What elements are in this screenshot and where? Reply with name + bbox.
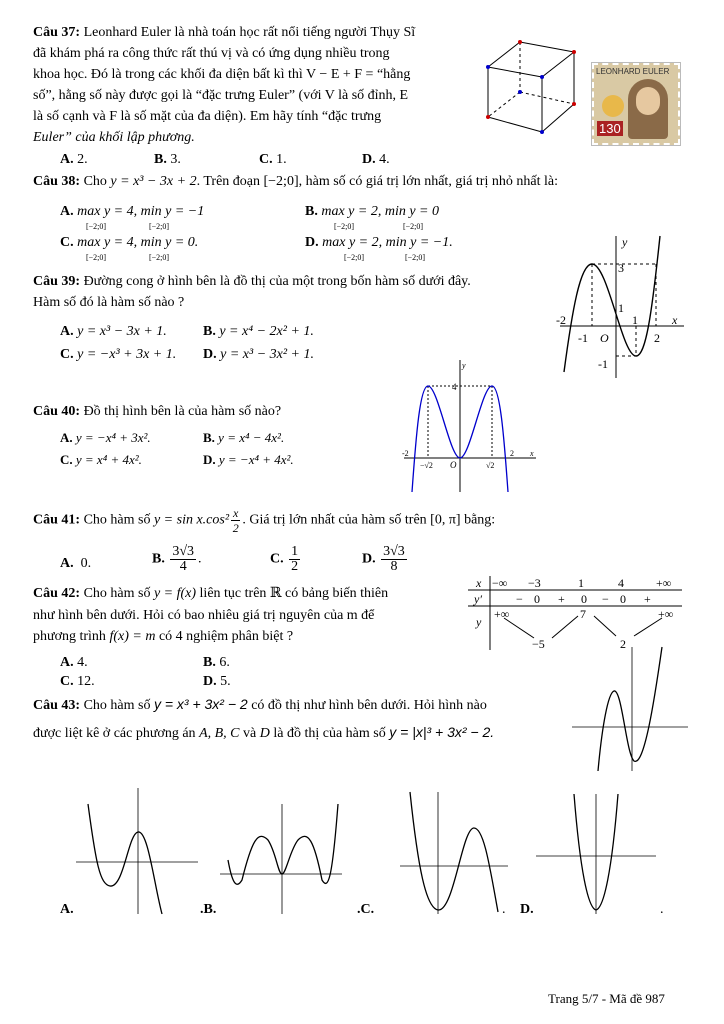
q38-option-c[interactable]: C. max y = 4, min y = 0. (60, 235, 199, 250)
q38-sub-a1: [−2;0] (86, 222, 107, 231)
q37-line-1 (33, 23, 415, 43)
q43-label-c[interactable]: .C. (357, 902, 375, 917)
q43-dot-c: . (502, 902, 506, 917)
cube-diagram (484, 32, 584, 137)
q42-line-3: phương trình f(x) = m có 4 nghiệm phân biệt ? (33, 629, 294, 644)
q42-option-d[interactable]: D. 5. (203, 674, 231, 689)
q40-origin: O (450, 460, 457, 470)
q40-tick-neg2: -2 (402, 449, 409, 458)
q39-graph (552, 232, 688, 382)
q40-tick-sqrt2: √2 (486, 461, 495, 470)
page-footer: Trang 5/7 - Mã đề 987 (548, 991, 665, 1006)
q39-option-b[interactable]: B. y = x⁴ − 2x² + 1. (203, 324, 314, 339)
q41-label: Câu 41: (33, 512, 81, 528)
q41-option-c[interactable]: C. $\frac{1}{2}$ (270, 544, 299, 574)
q39-tick-neg1-y: -1 (598, 357, 608, 371)
q40-tick-4: 4 (452, 382, 457, 392)
q40-tick-negsqrt2: −√2 (420, 461, 433, 470)
q39-line-2: Hàm số đó là hàm số nào ? (33, 295, 185, 310)
face-icon (636, 87, 660, 115)
q37-option-b[interactable]: B. 3. (154, 152, 181, 167)
q38-option-b[interactable]: B. max y = 2, min y = 0 (305, 204, 439, 219)
q40-stem: Câu 40: Đồ thị hình bên là của hàm số nào? (33, 404, 282, 419)
q43-label-d[interactable]: D. (520, 902, 534, 917)
svg-text:1: 1 (578, 576, 584, 590)
q43-label-a[interactable]: A. (60, 902, 74, 917)
svg-text:+∞: +∞ (658, 607, 674, 621)
euler-stamp (592, 63, 680, 145)
svg-text:x: x (530, 449, 534, 458)
q43-graph-a[interactable] (74, 784, 202, 916)
q43-graph-d[interactable] (534, 790, 658, 916)
table-y-label: y (476, 615, 482, 629)
q39-tick-neg2: -2 (556, 313, 566, 327)
q39-tick-1-y: 1 (618, 301, 624, 315)
svg-text:−: − (516, 592, 523, 606)
q37-text-3: khoa học. Đó là trong các khối đa diện bất kì thì V − E + F = “hằng (33, 67, 411, 82)
table-x-label: x (476, 576, 482, 590)
q39-y-label: y (622, 235, 628, 249)
q42-line-1: Câu 42: Cho hàm số y = f(x) liên tục trên ℝ có bảng biến thiên (33, 586, 389, 601)
q39-option-c[interactable]: C. y = −x³ + 3x + 1. (60, 347, 177, 362)
q42-line-2: như hình bên dưới. Hỏi có bao nhiêu giá trị nguyên của m để (33, 608, 375, 623)
q43-label: Câu 43: (33, 698, 81, 713)
q39-origin: O (600, 331, 609, 345)
q42-label: Câu 42: (33, 586, 81, 601)
q42-variation-table (466, 574, 684, 650)
q38-sub-a2: [−2;0] (149, 222, 170, 231)
q41-stem: Câu 41: Cho hàm số y = sin x.cos² $\frac{x}{2}$ . Giá trị lớn nhất của hàm số trên [0, π] bằng: (33, 506, 496, 535)
q38-interval: [−2;0] (263, 174, 299, 189)
q43-dot-d: . (660, 902, 664, 917)
q42-option-a[interactable]: A. 4. (60, 655, 88, 670)
stamp-value: 130 (599, 121, 621, 136)
q43-main-graph (570, 643, 690, 773)
q41-option-d[interactable]: D. $\frac{3√3}{8}$ (362, 544, 405, 574)
q40-option-b[interactable]: B. y = x⁴ − 4x². (203, 430, 285, 445)
svg-text:−∞: −∞ (492, 576, 508, 590)
q39-label: Câu 39: (33, 274, 81, 289)
q39-tick-neg1-x: -1 (578, 331, 588, 345)
q42-option-c[interactable]: C. 12. (60, 674, 95, 689)
q41-option-a[interactable]: A. 0. (60, 556, 92, 571)
q38-sub-c1: [−2;0] (86, 253, 107, 262)
q43-graph-c[interactable] (398, 788, 510, 916)
q38-sub-d2: [−2;0] (405, 253, 426, 262)
q37-text-1: Leonhard Euler là nhà toán học rất nổi tiếng người Thụy Sĩ (83, 25, 416, 40)
q39-curve (564, 236, 660, 372)
q38-sub-b1: [−2;0] (334, 222, 355, 231)
svg-text:+∞: +∞ (656, 576, 672, 590)
q39-tick-3: 3 (618, 261, 624, 275)
q40-option-d[interactable]: D. y = −x⁴ + 4x². (203, 452, 294, 467)
svg-text:0: 0 (581, 592, 587, 606)
svg-text:0: 0 (620, 592, 626, 606)
svg-text:y: y (462, 361, 466, 370)
svg-text:−3: −3 (528, 576, 541, 590)
q41-option-b[interactable]: B. $\frac{3√3}{4}$ . (152, 544, 202, 574)
q39-tick-2: 2 (654, 331, 660, 345)
q38-sub-d1: [−2;0] (344, 253, 365, 262)
q37-option-a[interactable]: A. 2. (60, 152, 88, 167)
svg-text:+∞: +∞ (494, 607, 510, 621)
q40-option-c[interactable]: C. y = x⁴ + 4x². (60, 452, 142, 467)
q39-x-label: x (672, 313, 678, 327)
q38-sub-b2: [−2;0] (403, 222, 424, 231)
svg-text:+: + (558, 592, 565, 606)
svg-text:2: 2 (620, 637, 626, 650)
q39-tick-1-x: 1 (632, 313, 638, 327)
q37-text-6: Euler” của khối lập phương. (33, 130, 195, 145)
svg-text:−: − (602, 592, 609, 606)
q40-label: Câu 40: (33, 404, 81, 419)
q43-label-b[interactable]: .B. (200, 902, 217, 917)
q39-line-1: Câu 39: Đường cong ở hình bên là đồ thị của một trong bốn hàm số dưới đây. (33, 274, 471, 289)
q43-line-1: Câu 43: Cho hàm số y = x³ + 3x² − 2 có đồ thị như hình bên dưới. Hỏi hình nào (33, 696, 487, 713)
q37-text-5: là số cạnh và F là số mặt của đa diện). Em hãy tính “đặc trưng (33, 109, 382, 124)
q39-option-a[interactable]: A. y = x³ − 3x + 1. (60, 324, 167, 339)
q40-option-a[interactable]: A. y = −x⁴ + 3x². (60, 430, 151, 445)
q42-option-b[interactable]: B. 6. (203, 655, 230, 670)
q43-line-2: được liệt kê ở các phương án A, B, C và D là đồ thị của hàm số y = |x|³ + 3x² − 2. (33, 724, 495, 741)
table-yp-label: y′ (474, 592, 482, 606)
q38-label: Câu 38: (33, 174, 81, 189)
svg-text:+: + (644, 592, 651, 606)
q39-option-d[interactable]: D. y = x³ − 3x² + 1. (203, 347, 315, 362)
q38-stem: Câu 38: Cho y = x³ − 3x + 2. Trên đoạn [−2;0], hàm số có giá trị lớn nhất, giá trị nhỏ nhất là: (33, 174, 558, 189)
q37-text-4: số”, hằng số này được gọi là “đặc trưng Euler” (với V là số đỉnh, E (33, 88, 409, 103)
svg-text:−5: −5 (532, 637, 545, 650)
q38-option-a[interactable]: A. max y = 4, min y = −1 (60, 204, 205, 219)
q40-tick-2: 2 (510, 449, 514, 458)
q38-option-d[interactable]: D. max y = 2, min y = −1. (305, 235, 453, 250)
svg-text:0: 0 (534, 592, 540, 606)
q37-text-2: đã khám phá ra công thức rất thú vị và có ứng dụng nhiều trong (33, 46, 390, 61)
q37-label: Câu 37: (33, 25, 81, 40)
svg-text:4: 4 (618, 576, 624, 590)
stamp-title: LEONHARD EULER (596, 67, 670, 76)
q40-graph (398, 356, 540, 496)
q43-graph-b[interactable] (218, 800, 346, 916)
q37-option-c[interactable]: C. 1. (259, 152, 287, 167)
svg-text:7: 7 (580, 607, 586, 621)
q38-function: y = x³ − 3x + 2 (110, 174, 197, 189)
q38-sub-c2: [−2;0] (149, 253, 170, 262)
q37-option-d[interactable]: D. 4. (362, 152, 390, 167)
ornament-icon (602, 95, 624, 117)
